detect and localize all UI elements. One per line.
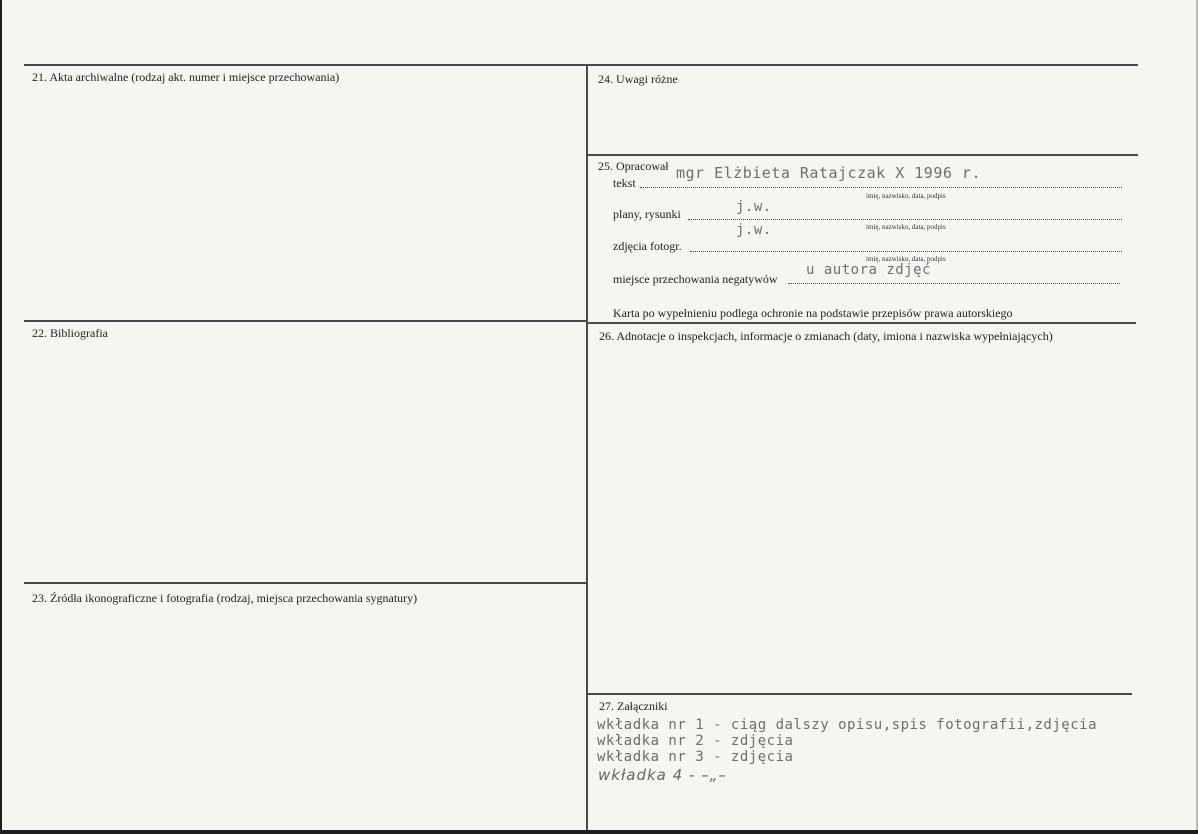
section-21-label: 21. Akta archiwalne (rodzaj akt. numer i miejsce przechowania) [32, 70, 340, 84]
plany-label: plany, rysunki [613, 207, 681, 221]
form-sheet [2, 0, 1198, 830]
negatywy-dotted-line [788, 283, 1120, 284]
plany-value: j.w. [736, 199, 772, 215]
zdjecia-value: j.w. [736, 222, 772, 238]
negatywy-value: u autora zdjęć [806, 262, 932, 278]
negatywy-label: miejsce przechowania negatywów [613, 272, 778, 286]
attachment-item-1: wkładka nr 1 - ciąg dalszy opisu,spis fotografii,zdjęcia [597, 717, 1098, 733]
plany-caption: imię, nazwisko, data, podpis [866, 223, 946, 231]
zdjecia-caption: imię, nazwisko, data, podpis [866, 255, 946, 263]
section-23-label: 23. Źródła ikonograficzne i fotografia (rodzaj, miejsca przechowania sygnatury) [32, 591, 418, 605]
author-value: mgr Elżbieta Ratajczak X 1996 r. [676, 164, 981, 182]
rule-right-25-26 [588, 322, 1136, 324]
attachment-item-3: wkładka nr 3 - zdjęcia [597, 749, 794, 765]
copyright-note: Karta po wypełnieniu podlega ochronie na podstawie przepisów prawa autorskiego [613, 306, 1013, 320]
attachment-item-4-handwritten: wkładka 4 - –„– [598, 766, 727, 784]
section-25-label: 25. Opracował [598, 159, 669, 173]
rule-24-25 [588, 154, 1138, 156]
section-27-label: 27. Załączniki [599, 699, 668, 713]
tekst-caption: imię, nazwisko, data, podpis [866, 192, 946, 200]
attachment-item-2: wkładka nr 2 - zdjęcia [597, 733, 794, 749]
rule-left-22-23 [24, 582, 588, 584]
center-divider [586, 64, 588, 830]
top-rule [24, 64, 1138, 66]
tekst-dotted-line [640, 187, 1122, 188]
section-24-label: 24. Uwagi różne [598, 72, 678, 86]
section-26-label: 26. Adnotacje o inspekcjach, informacje o zmianach (daty, imiona i nazwiska wypełniających) [599, 329, 1053, 343]
zdjecia-dotted-line [690, 251, 1122, 252]
section-22-label: 22. Bibliografia [32, 326, 108, 340]
rule-right-26-27 [588, 693, 1132, 695]
tekst-label: tekst [613, 176, 636, 190]
plany-dotted-line [688, 219, 1122, 220]
zdjecia-label: zdjęcia fotogr. [613, 239, 682, 253]
rule-left-21-22 [24, 320, 588, 322]
